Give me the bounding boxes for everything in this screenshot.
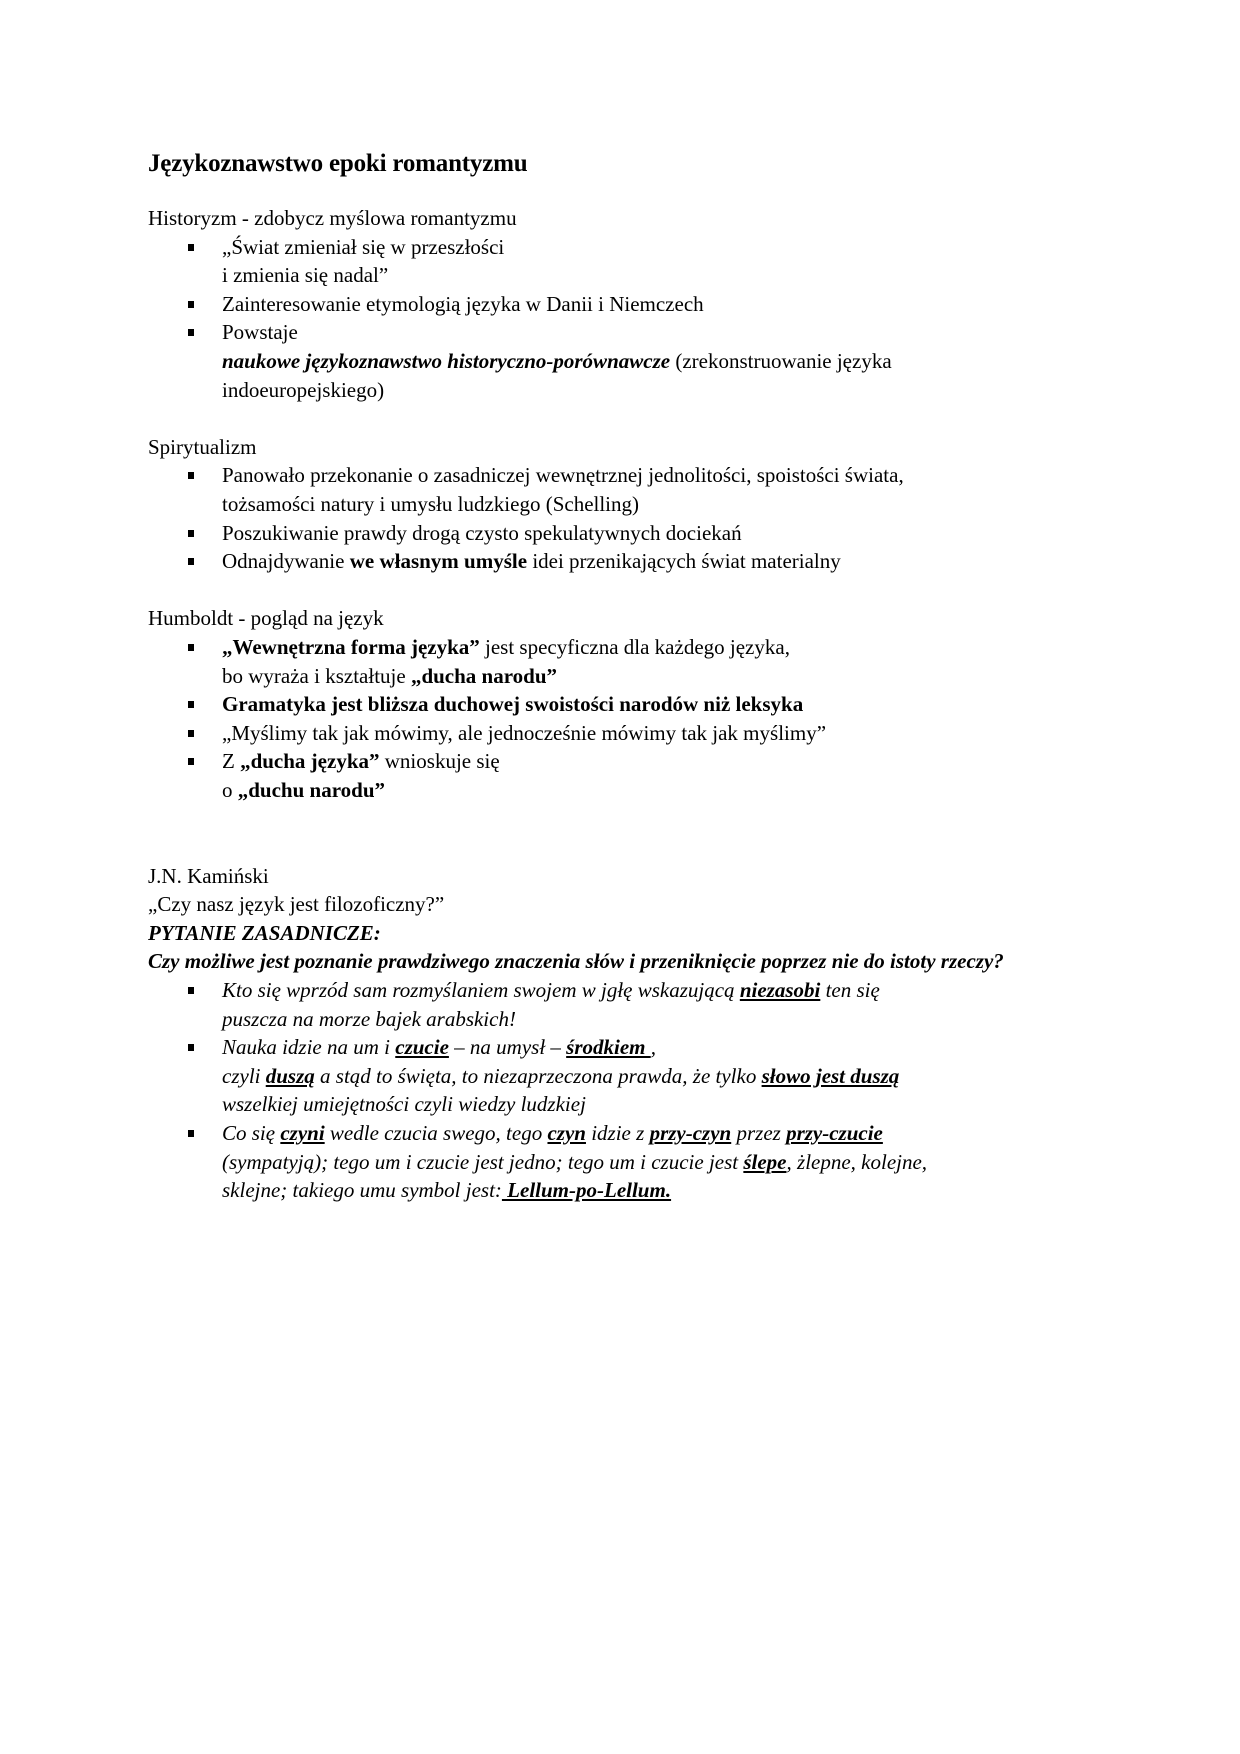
bullet-square-icon bbox=[188, 1044, 194, 1051]
list-item: „Myślimy tak jak mówimy, ale jednocześnie mówimy tak jak myślimy” bbox=[148, 719, 1098, 748]
work-title: „Czy nasz język jest filozoficzny?” bbox=[148, 892, 445, 917]
bullet-square-icon bbox=[188, 558, 194, 565]
list-item: Nauka idzie na um i czucie – na umysł – środkiem , czyli duszą a stąd to święta, to niezaprzeczona prawda, że tylko słowo jest duszą wszelkiej umiejętności czyli wiedzy ludzkiej bbox=[148, 1033, 1098, 1119]
spirytualizm-list bbox=[148, 461, 1098, 575]
emphasis-term: naukowe językoznawstwo historyczno-porównawcze bbox=[222, 348, 671, 373]
question-label: PYTANIE ZASADNICZE: bbox=[148, 920, 381, 945]
list-item: „Wewnętrzna forma języka” jest specyficzna dla każdego języka, bo wyraża i kształtuje „ducha narodu” bbox=[148, 633, 1098, 690]
section-heading-humboldt: Humboldt - pogląd na język bbox=[148, 606, 384, 631]
bullet-square-icon bbox=[188, 301, 194, 308]
bullet-square-icon bbox=[188, 701, 194, 708]
section-heading-spirytualizm: Spirytualizm bbox=[148, 434, 257, 459]
list-item: Powstaje naukowe językoznawstwo historyczno-porównawcze (zrekonstruowanie języka indoeuropejskiego) bbox=[148, 318, 1098, 404]
list-item: Co się czyni wedle czucia swego, tego czyn idzie z przy-czyn przez przy-czucie (sympatyją); tego um i czucie jest jedno; tego um i czucie jest ślepe, żlepne, kolejne, sklejne; takiego umu symbol jest: Lellum-po-Lellum. bbox=[148, 1119, 1098, 1205]
list-item: Odnajdywanie we własnym umyśle idei przenikających świat materialny bbox=[148, 547, 1098, 576]
kaminski-quotes-list bbox=[148, 976, 1098, 1205]
bullet-square-icon bbox=[188, 987, 194, 994]
list-item: Panowało przekonanie o zasadniczej wewnętrznej jednolitości, spoistości świata, tożsamości natury i umysłu ludzkiego (Schelling) bbox=[148, 461, 1098, 518]
bullet-square-icon bbox=[188, 758, 194, 765]
list-item: „Świat zmieniał się w przeszłości i zmienia się nadal” bbox=[148, 233, 1098, 290]
historyzm-list bbox=[148, 233, 1098, 405]
bullet-square-icon bbox=[188, 730, 194, 737]
humboldt-list bbox=[148, 633, 1098, 805]
document-page bbox=[148, 148, 1098, 1205]
section-heading-historyzm: Historyzm - zdobycz myślowa romantyzmu bbox=[148, 206, 517, 230]
bullet-square-icon bbox=[188, 530, 194, 537]
bullet-square-icon bbox=[188, 644, 194, 651]
list-item: Z „ducha języka” wnioskuje się o „duchu narodu” bbox=[148, 747, 1098, 804]
list-item: Poszukiwanie prawdy drogą czysto spekulatywnych dociekań bbox=[148, 519, 1098, 548]
bullet-square-icon bbox=[188, 329, 194, 336]
list-item: Gramatyka jest bliższa duchowej swoistości narodów niż leksyka bbox=[148, 690, 1098, 719]
author-name: J.N. Kamiński bbox=[148, 863, 269, 888]
list-item: Kto się wprzód sam rozmyślaniem swojem w jgłę wskazującą niezasobi ten się puszcza na morze bajek arabskich! bbox=[148, 976, 1098, 1033]
question-text: Czy możliwe jest poznanie prawdziwego znaczenia słów i przeniknięcie poprzez nie do istoty rzeczy? bbox=[148, 949, 1004, 974]
bullet-square-icon bbox=[188, 1130, 194, 1137]
document-title: Językoznawstwo epoki romantyzmu bbox=[148, 150, 528, 177]
bullet-square-icon bbox=[188, 472, 194, 479]
bullet-square-icon bbox=[188, 244, 194, 251]
list-item: Zainteresowanie etymologią języka w Danii i Niemczech bbox=[148, 290, 1098, 319]
